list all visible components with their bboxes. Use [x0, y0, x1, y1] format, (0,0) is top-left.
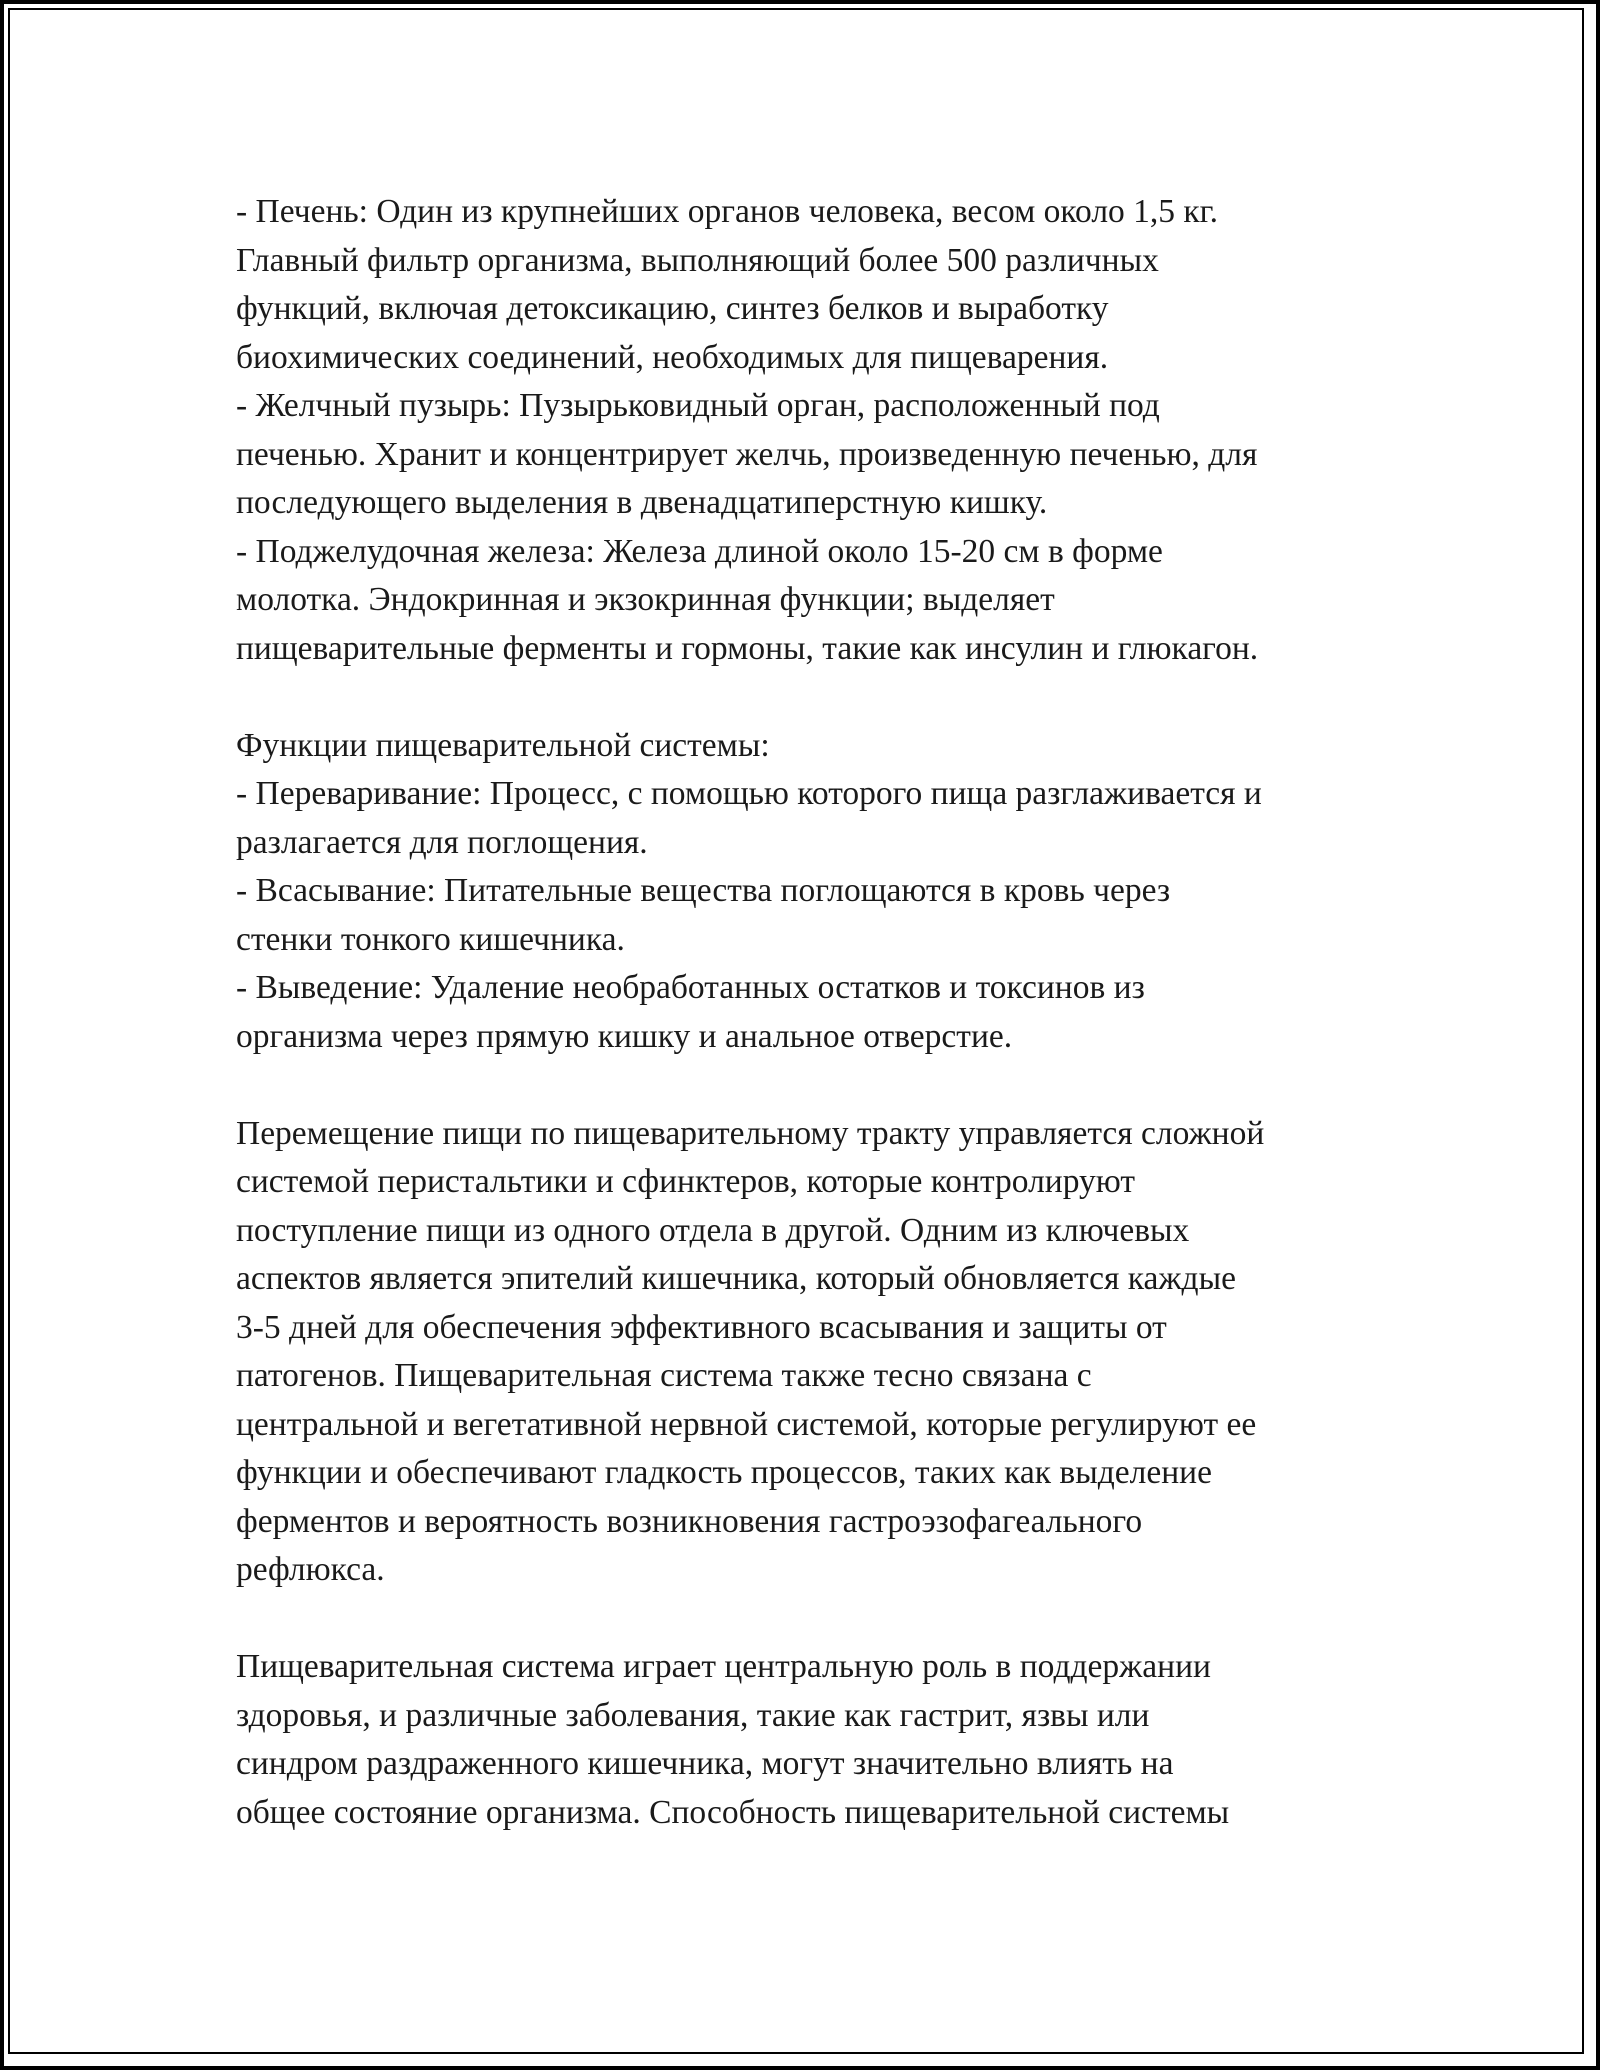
text-line: биохимических соединений, необходимых для пищеварения. [236, 338, 1109, 376]
text-line: - Выведение: Удаление необработанных остатков и токсинов из [236, 969, 1145, 1006]
text-line: системой перистальтики и сфинктеров, которые контролируют [236, 1163, 1136, 1200]
section-heading: Функции пищеварительной системы: [236, 726, 770, 764]
text-line: - Переваривание: Процесс, с помощью которого пища разглаживается и [236, 775, 1262, 812]
paragraph-spacer [236, 1061, 1386, 1110]
text-line: - Желчный пузырь: Пузырьковидный орган, расположенный под [236, 387, 1160, 424]
text-line: рефлюкса. [236, 1551, 385, 1588]
text-line: патогенов. Пищеварительная система также тесно связана с [236, 1357, 1092, 1394]
section-health [236, 1643, 1386, 1837]
text-line: функции и обеспечивают гладкость процессов, таких как выделение [236, 1454, 1212, 1491]
text-line: общее состояние организма. Способность пищеварительной системы [236, 1793, 1230, 1831]
text-line: печенью. Хранит и концентрирует желчь, произведенную печенью, для [236, 435, 1258, 473]
text-line: 3-5 дней для обеспечения эффективного всасывания и защиты от [236, 1308, 1167, 1346]
text-line: пищеварительные ферменты и гормоны, такие как инсулин и глюкагон. [236, 629, 1259, 667]
text-line: Главный фильтр организма, выполняющий более 500 различных [236, 241, 1159, 279]
text-line: поступление пищи из одного отдела в другой. Одним из ключевых [236, 1211, 1190, 1249]
text-line: центральной и вегетативной нервной системой, которые регулируют ее [236, 1405, 1257, 1443]
text-line: здоровья, и различные заболевания, такие как гастрит, язвы или [236, 1696, 1150, 1734]
text-line: функций, включая детоксикацию, синтез белков и выработку [236, 290, 1109, 327]
text-line: стенки тонкого кишечника. [236, 920, 625, 958]
text-line: - Поджелудочная железа: Железа длиной около 15-20 см в форме [236, 532, 1163, 570]
text-line: последующего выделения в двенадцатиперстную кишку. [236, 484, 1048, 521]
text-line: Пищеварительная система играет центральную роль в поддержании [236, 1648, 1211, 1685]
document-body [236, 188, 1386, 1837]
text-line: ферментов и вероятность возникновения гастроэзофагеального [236, 1502, 1143, 1540]
section-functions [236, 722, 1386, 1062]
paragraph-spacer [236, 1595, 1386, 1644]
text-line: организма через прямую кишку и анальное отверстие. [236, 1017, 1013, 1055]
text-line: разлагается для поглощения. [236, 823, 648, 861]
text-line: - Печень: Один из крупнейших органов человека, весом около 1,5 кг. [236, 193, 1219, 230]
text-line: Перемещение пищи по пищеварительному тракту управляется сложной [236, 1114, 1265, 1152]
paragraph-spacer [236, 673, 1386, 722]
text-line: молотка. Эндокринная и экзокринная функции; выделяет [236, 581, 1055, 618]
text-line: - Всасывание: Питательные вещества поглощаются в кровь через [236, 872, 1171, 909]
text-line: аспектов является эпителий кишечника, который обновляется каждые [236, 1260, 1236, 1297]
section-movement [236, 1110, 1386, 1595]
text-line: синдром раздраженного кишечника, могут значительно влиять на [236, 1745, 1174, 1782]
section-organs [236, 188, 1386, 673]
